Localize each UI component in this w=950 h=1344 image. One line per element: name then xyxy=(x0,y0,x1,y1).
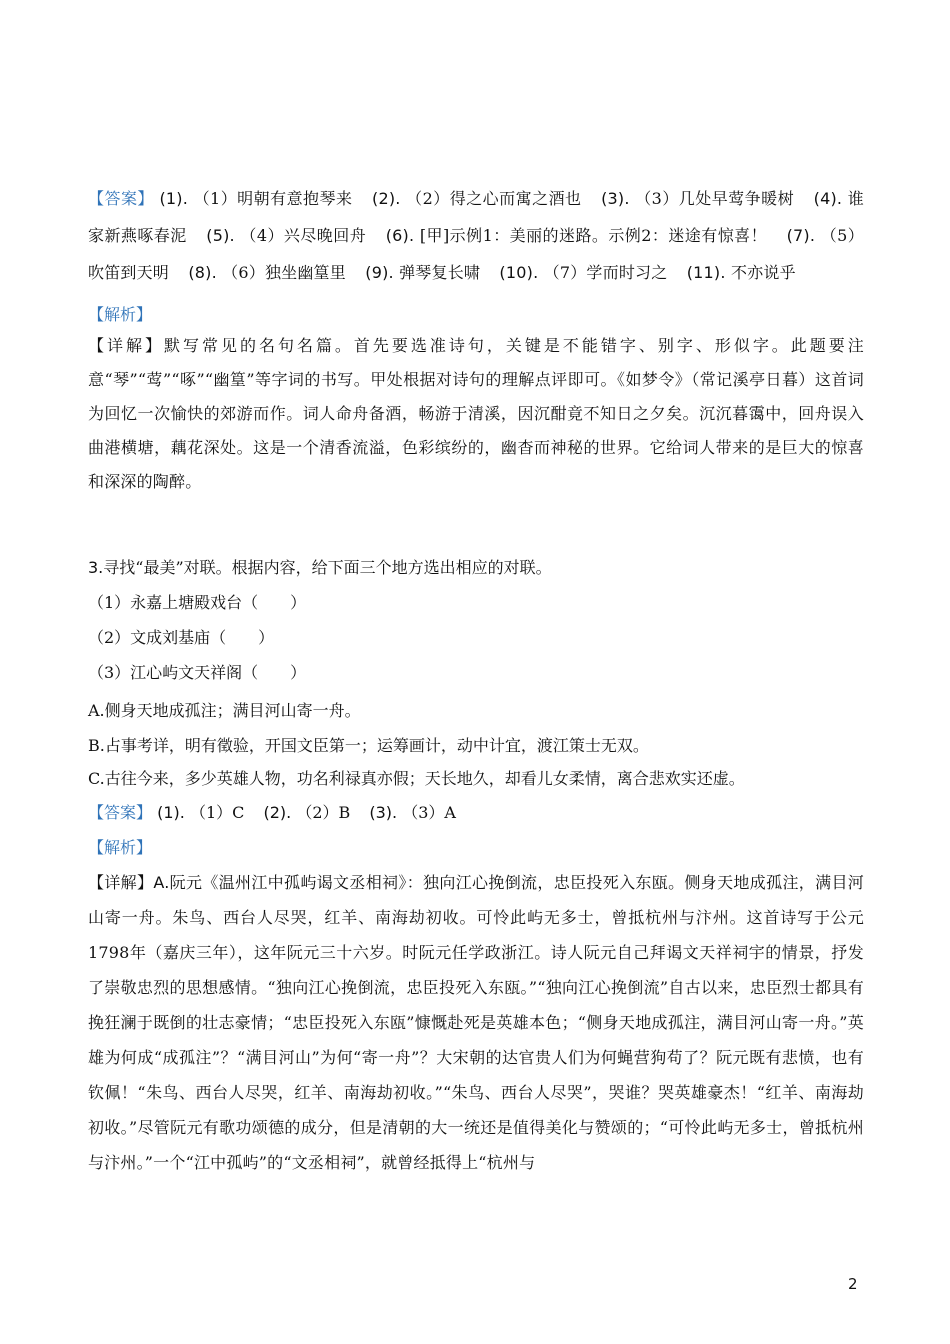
answer-item-number: (1). xyxy=(157,803,185,822)
answer-item-text: （1）明朝有意抱琴来 xyxy=(193,189,353,208)
answer-item-text: [甲]示例1：美丽的迷路。示例2：迷途有惊喜！ xyxy=(419,226,768,245)
answer-item-text: 不亦说乎 xyxy=(730,263,796,282)
answer-item xyxy=(263,803,350,822)
answer-item-text: （4）兴尽晚回舟 xyxy=(240,226,367,245)
answer-item-number: (9). xyxy=(365,263,394,282)
answer-item xyxy=(499,263,667,282)
place-item: （3）江心屿文天祥阁（ ） xyxy=(88,663,307,682)
place-item: （2）文成刘基庙（ ） xyxy=(88,628,275,647)
choice-a: A.侧身天地成孤注；满目河山寄一舟。 xyxy=(88,701,361,720)
detail-label: 【详解】 xyxy=(88,336,164,355)
answer-item-number: (6). xyxy=(385,226,415,245)
answer-item-number: (11). xyxy=(686,263,726,282)
answer-label: 【答案】 xyxy=(88,189,154,208)
choice-c: C.古往今来，多少英雄人物，功名利禄真亦假；天长地久，却看儿女柔情，离合悲欢实还虚。 xyxy=(88,769,745,788)
answer-item-number: (4). xyxy=(813,189,843,208)
answer-item-number: (8). xyxy=(188,263,217,282)
choice-b: B.占事考详，明有徵验，开国文臣第一；运筹画计，动中计宜，渡江策士无双。 xyxy=(88,736,649,755)
answer-item-text: （5）吹笛到天明 xyxy=(88,226,865,282)
analysis-label: 【解析】 xyxy=(88,838,153,857)
answer-label: 【答案】 xyxy=(88,803,153,822)
answer-item-text: （3）A xyxy=(402,803,456,822)
answer-item-text: （7）学而时习之 xyxy=(543,263,668,282)
answer-item xyxy=(687,263,796,282)
answer-item-number: (2). xyxy=(372,189,401,208)
answer-item-number: (3). xyxy=(369,803,398,822)
answer-block-2 xyxy=(88,800,470,823)
answer-item-number: (10). xyxy=(499,263,539,282)
answer-item-text: （2）B xyxy=(296,803,351,822)
detail-text: 阮元《温州江中孤屿谒文丞相祠》：独向江心挽倒流，忠臣投死入东瓯。侧身天地成孤注，满目河山寄一舟。朱鸟、西台人尽哭，红羊、南海劫初收。可怜此屿无多士，曾抵杭州与汴州。这首诗写于公元1798年（嘉庆三年），这年阮元三十六岁。时阮元任学政浙江。诗人阮元自己拜谒文天祥祠宇的情景，抒发了崇敬忠烈的思想感情。“独向江心挽倒流，忠臣投死入东瓯。”“独向江心挽倒流”自古以来，忠臣烈士都具有挽狂澜于既倒的壮志豪情；“忠臣投死入东瓯”慷慨赴死是英雄本色；“侧身天地成孤注，满目河山寄一舟。”英雄为何成“成孤注”？“满目河山”为何“寄一舟”？大宋朝的达官贵人们为何蝇营狗苟了？阮元既有悲愤，也有钦佩！“朱鸟、西台人尽哭，红羊、南海劫初收。”“朱鸟、西台人尽哭”，哭谁？哭英雄豪杰！“红羊、南海劫初收。”尽管阮元有歌功颂德的成分，但是清朝的大一统还是值得美化与赞颂的；“可怜此屿无多士，曾抵杭州与汴州。”一个“江中孤屿”的“文丞相祠”，就曾经抵得上“杭州与 xyxy=(88,873,864,1172)
answer-item xyxy=(601,189,794,208)
answer-item xyxy=(372,189,581,208)
answer-item-text: （6）独坐幽篁里 xyxy=(222,263,346,282)
answer-item-text: 弹琴复长啸 xyxy=(399,263,481,282)
answer-item-text: （2）得之心而寓之酒也 xyxy=(406,189,582,208)
answer-item xyxy=(157,803,244,822)
page-number: 2 xyxy=(848,1275,858,1293)
detail-label: 【详解】 xyxy=(88,873,154,892)
place-item: （1）永嘉上塘殿戏台（ ） xyxy=(88,593,307,612)
detail-text: 默写常见的名句名篇。首先要选准诗句，关键是不能错字、别字、形似字。此题要注意“琴”“莺”“啄”“幽篁”等字词的书写。甲处根据对诗句的理解点评即可。《如梦令》（常记溪亭日暮）这首词为回忆一次愉快的郊游而作。词人命舟备酒，畅游于清溪，因沉酣竟不知日之夕矣。沉沉暮霭中，回舟误入曲港横塘，藕花深处。这是一个清香流溢，色彩缤纷的，幽杳而神秘的世界。它给词人带来的是巨大的惊喜和深深的陶醉。 xyxy=(88,336,864,491)
answer-item-text: （1）C xyxy=(189,803,245,822)
answer-item xyxy=(365,263,480,282)
question-stem: 寻找“最美”对联。根据内容，给下面三个地方选出相应的对联。 xyxy=(103,558,552,577)
question-3 xyxy=(88,555,552,578)
detail-paragraph-1 xyxy=(88,329,864,499)
answer-item-number: (1). xyxy=(159,189,189,208)
answer-items xyxy=(88,189,864,282)
answer-item-number: (5). xyxy=(206,226,235,245)
answer-item-number: (2). xyxy=(263,803,292,822)
answer-item xyxy=(159,189,352,208)
detail-paragraph-2 xyxy=(88,865,864,1180)
answer-item xyxy=(369,803,456,822)
answer-item xyxy=(188,263,346,282)
answer-item xyxy=(386,226,767,245)
answer-item xyxy=(206,226,366,245)
analysis-label: 【解析】 xyxy=(88,305,153,324)
answer-item-text: （3）几处早莺争暖树 xyxy=(635,189,795,208)
answer-item-number: (7). xyxy=(786,226,816,245)
answer-item-number: (3). xyxy=(601,189,630,208)
answer-block-1 xyxy=(88,180,864,291)
detail-prefix: A. xyxy=(153,873,170,892)
answer-items xyxy=(157,803,470,822)
answer-item-text: 谁家新燕啄春泥 xyxy=(88,189,864,245)
question-number: 3. xyxy=(88,558,104,577)
